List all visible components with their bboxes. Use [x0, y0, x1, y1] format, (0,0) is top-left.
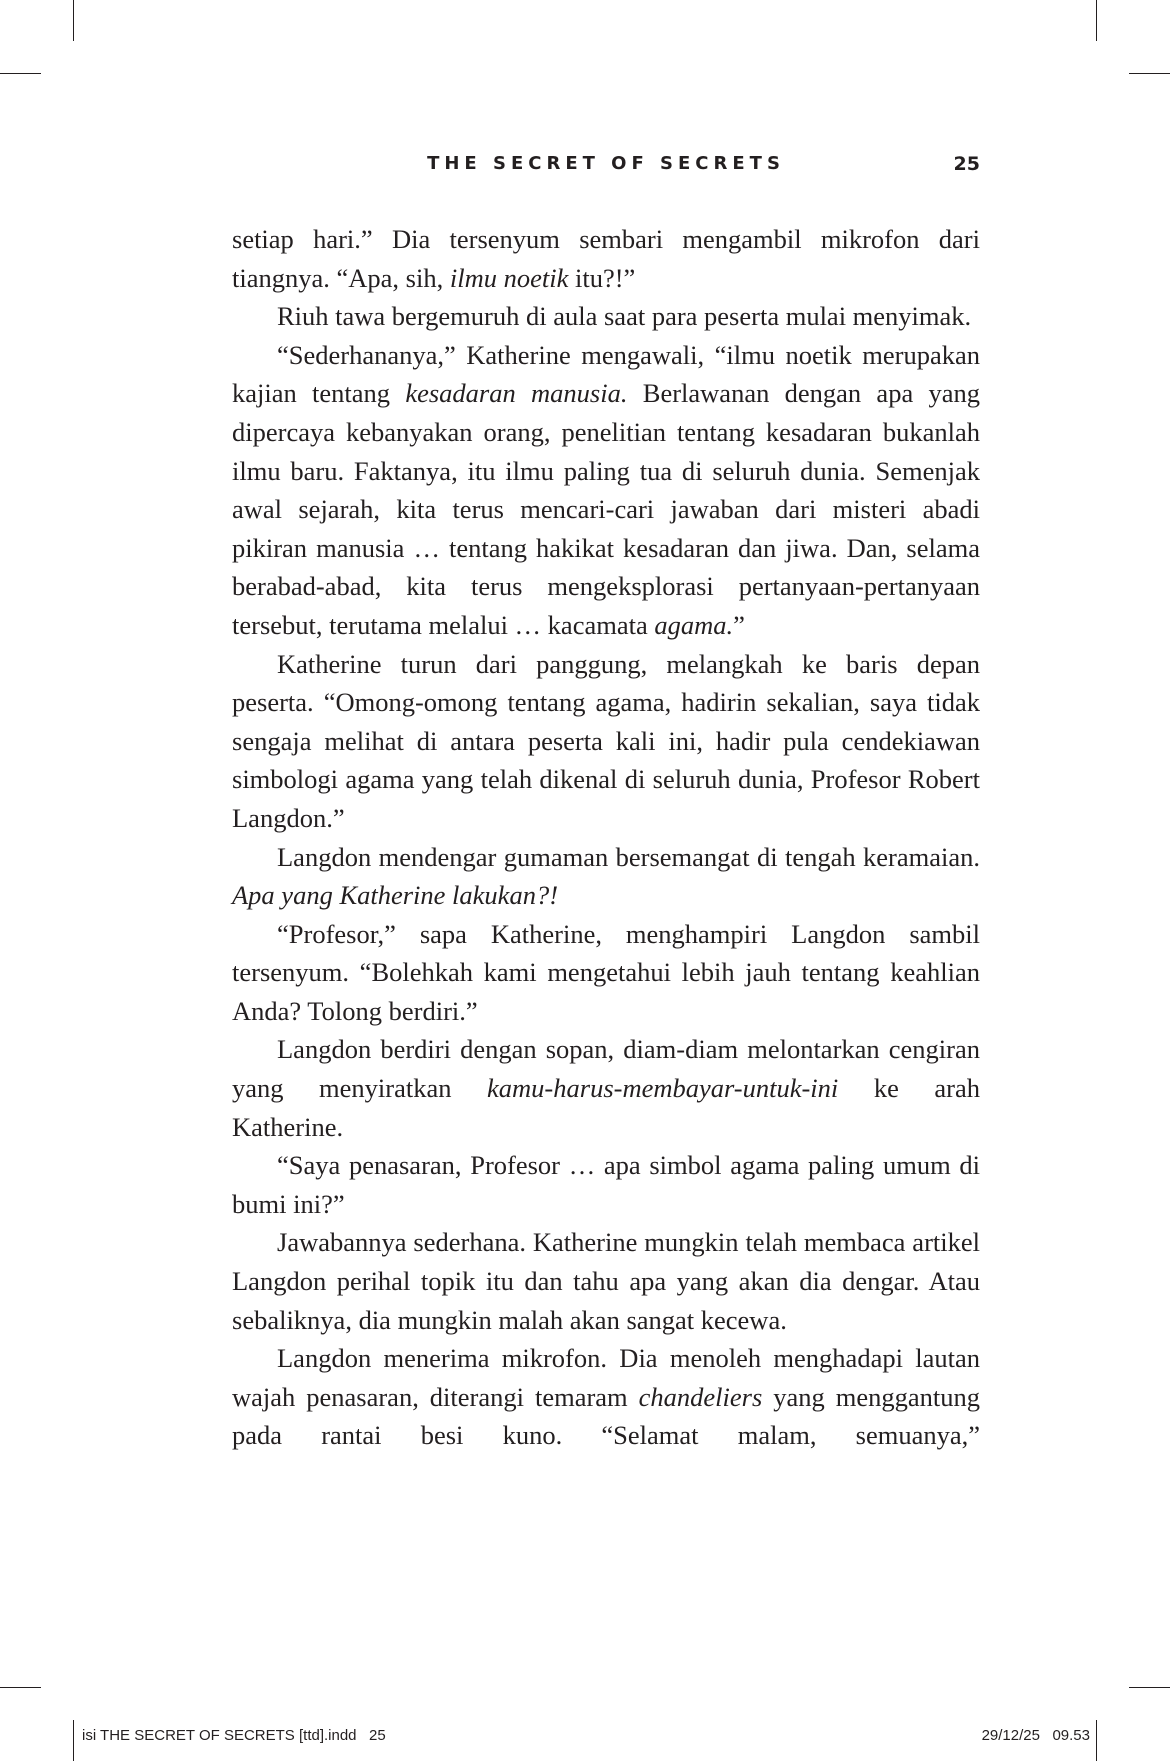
text-run: yang menggantung pada rantai besi kuno. “Selamat malam, semuanya,”	[232, 1381, 981, 1451]
text-run: Katherine turun dari panggung, melangkah ke baris depan peserta. “Omong-omong tentang agama, hadirin sekalian, saya tidak sengaja melihat di antara peserta kali ini, hadir pula cendekiawan simbologi agama yang telah dikenal di seluruh dunia, Profesor Robert Langdon.”	[232, 648, 980, 833]
paragraph	[232, 1146, 980, 1223]
crop-mark-top-right-horizontal	[1129, 73, 1170, 74]
text-run: Langdon berdiri dengan sopan, diam-diam melontarkan cengiran yang menyiratkan	[232, 1034, 980, 1104]
crop-mark-bottom-left-horizontal	[0, 1687, 41, 1688]
body-text	[232, 220, 980, 1455]
paragraph	[232, 220, 980, 297]
paragraph	[232, 336, 980, 645]
text-run: ke arah Katherine.	[232, 1073, 980, 1142]
file-slug: isi THE SECRET OF SECRETS [ttd].indd 25	[82, 1727, 386, 1744]
paragraph	[232, 838, 980, 915]
crop-mark-top-left-vertical	[73, 0, 74, 41]
crop-mark-top-right-vertical	[1096, 0, 1097, 41]
text-run: setiap hari.” Dia tersenyum sembari mengambil mikrofon dari tiangnya. “Apa, sih,	[232, 224, 980, 293]
italic-text: chandeliers	[638, 1381, 763, 1412]
paragraph	[232, 1030, 980, 1146]
text-run: “Profesor,” sapa Katherine, menghampiri Langdon sambil tersenyum. “Bolehkah kami mengetahui lebih jauh tentang keahlian Anda? Tolong berdiri.”	[232, 918, 980, 1026]
paragraph	[232, 1339, 980, 1455]
crop-mark-bottom-right-vertical	[1096, 1720, 1097, 1761]
italic-text: agama.	[654, 609, 734, 640]
text-run: Riuh tawa bergemuruh di aula saat para peserta mulai menyimak.	[277, 301, 972, 332]
text-run: Berlawanan dengan apa yang dipercaya kebanyakan orang, penelitian tentang kesadaran bukanlah ilmu baru. Faktanya, itu ilmu paling tua di seluruh dunia. Semenjak awal sejarah, kita terus mencari-cari jawaban dari misteri abadi pikiran manusia … tentang hakikat kesadaran dan jiwa. Dan, selama berabad-abad, kita terus mengeksplorasi pertanyaan-pertanyaan tersebut, terutama melalui … kacamata	[232, 378, 981, 640]
italic-text: kamu-harus-membayar-untuk-ini	[487, 1073, 839, 1104]
print-timestamp: 29/12/25 09.53	[981, 1727, 1090, 1744]
crop-mark-bottom-left-vertical	[73, 1720, 74, 1761]
text-run: Langdon menerima mikrofon. Dia menoleh menghadapi lautan wajah penasaran, diterangi temaram	[232, 1343, 980, 1412]
paragraph	[232, 297, 980, 336]
paragraph	[232, 645, 980, 838]
page-number: 25	[953, 153, 980, 175]
text-run: Jawabannya sederhana. Katherine mungkin telah membaca artikel Langdon perihal topik itu dan tahu apa yang akan dia dengar. Atau sebaliknya, dia mungkin malah akan sangat kecewa.	[232, 1227, 980, 1335]
running-header	[232, 150, 980, 184]
paragraph	[232, 915, 980, 1031]
crop-mark-top-left-horizontal	[0, 73, 41, 74]
text-run: “Saya penasaran, Profesor … apa simbol agama paling umum di bumi ini?”	[232, 1150, 980, 1219]
text-run: Langdon mendengar gumaman bersemangat di tengah keramaian.	[277, 841, 980, 872]
italic-text: kesadaran manusia.	[405, 378, 628, 409]
crop-mark-bottom-right-horizontal	[1129, 1687, 1170, 1688]
running-title: THE SECRET OF SECRETS	[427, 153, 785, 174]
italic-text: ilmu noetik	[449, 262, 569, 293]
italic-text: Apa yang Katherine lakukan?!	[232, 880, 559, 911]
text-run: itu?!”	[568, 262, 636, 293]
text-run: “Sederhananya,” Katherine mengawali, “ilmu noetik merupakan kajian tentang	[232, 339, 980, 409]
text-run: ”	[733, 609, 745, 640]
paragraph	[232, 1223, 980, 1339]
